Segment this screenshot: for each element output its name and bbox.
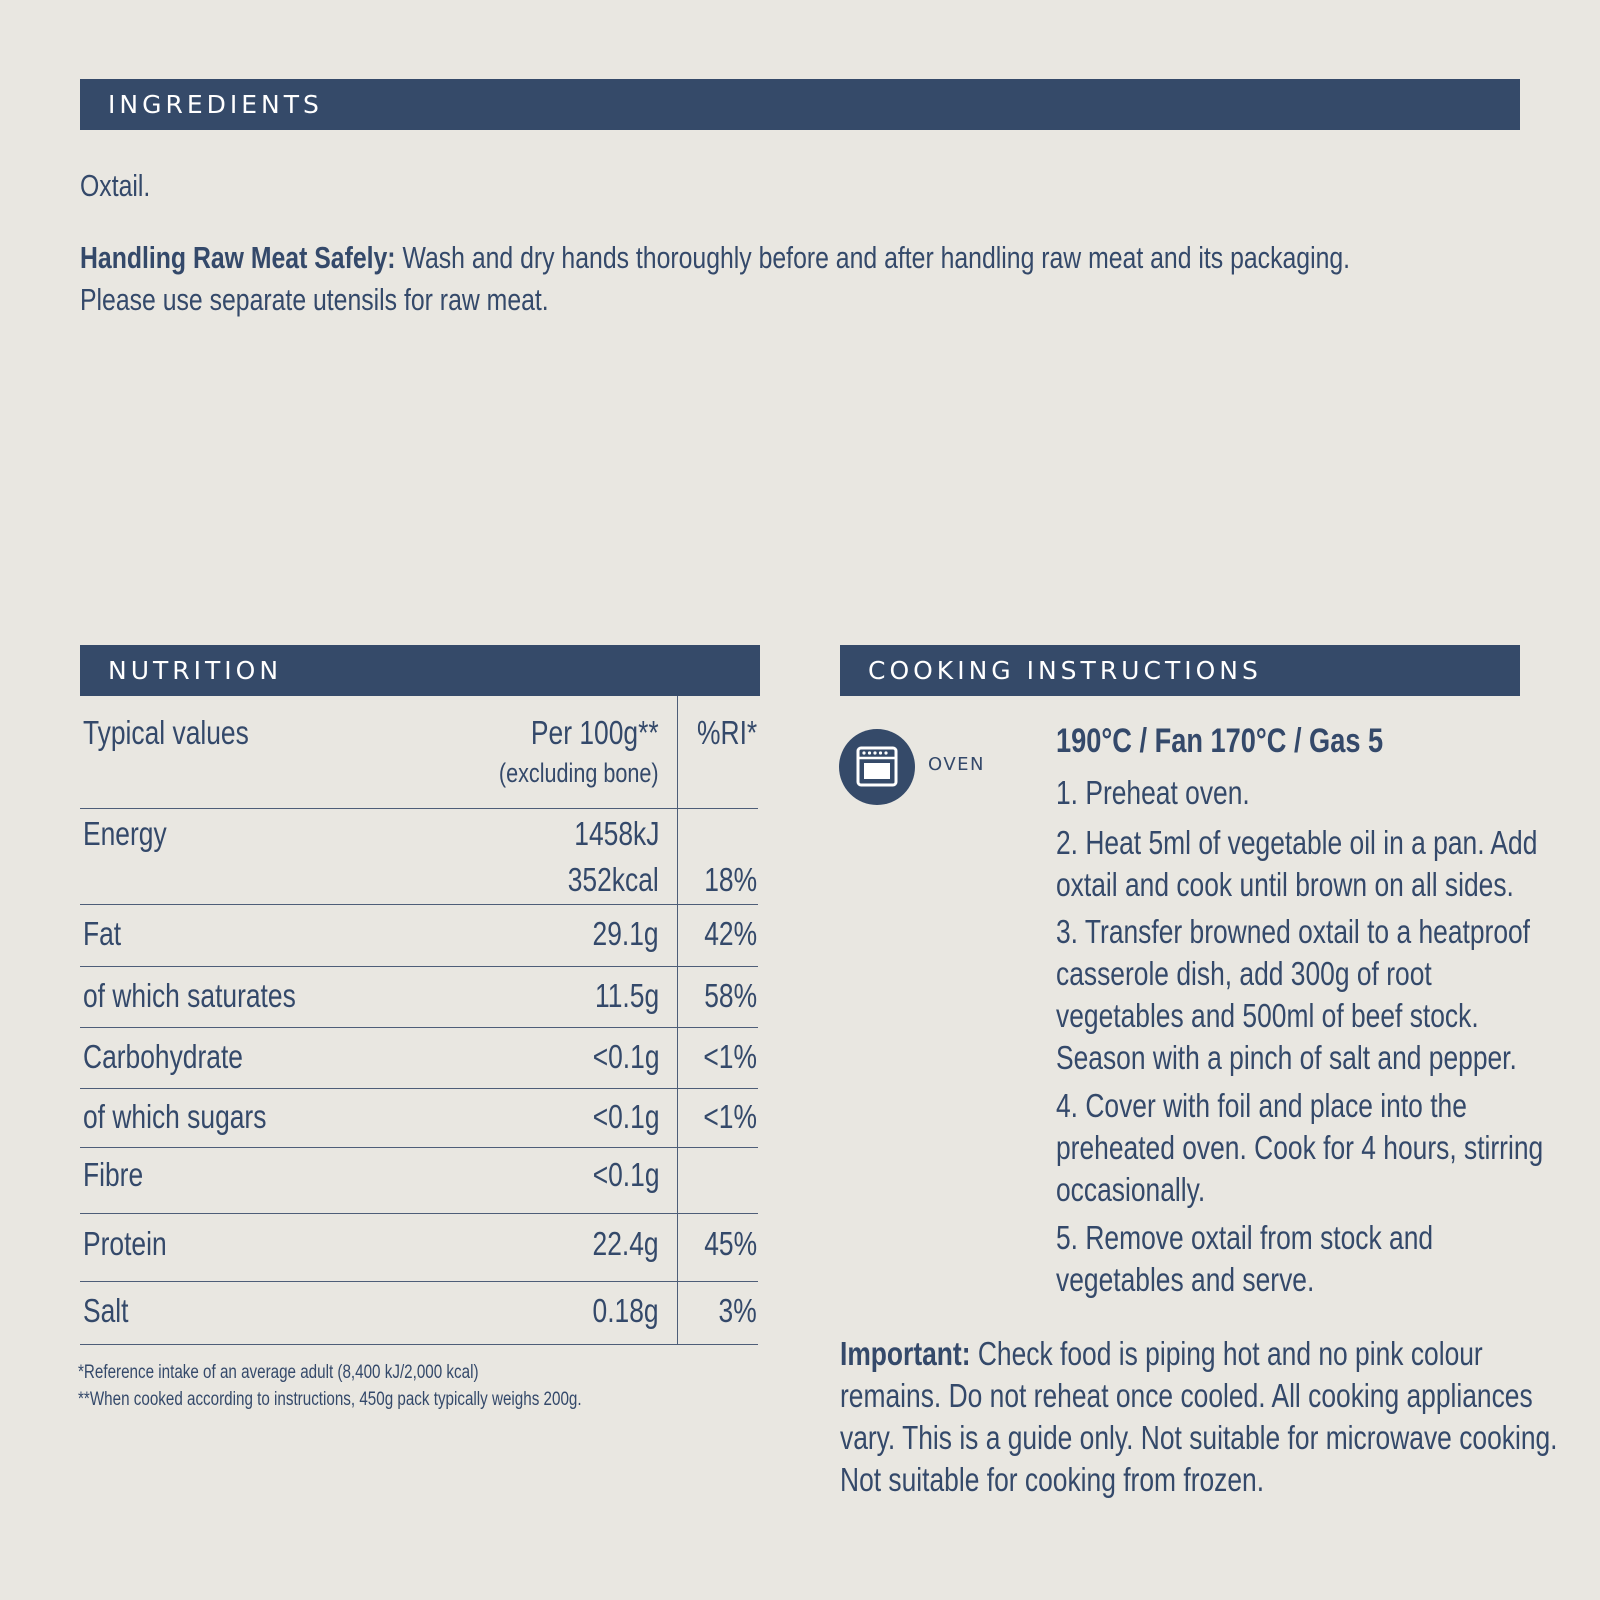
step-line: 1. Preheat oven.: [1056, 774, 1250, 811]
nutrient-value: 22.4g: [592, 1225, 659, 1262]
nutrient-name: Salt: [83, 1292, 129, 1329]
handling-label: Handling Raw Meat Safely:: [80, 240, 396, 275]
nutrition-row-carbohydrate: [80, 1028, 758, 1089]
step-line: oxtail and cook until brown on all sides.: [1056, 866, 1514, 903]
nutrition-row-protein: [80, 1214, 758, 1282]
nutrition-row-energy: [80, 809, 758, 905]
nutrient-name: Protein: [83, 1225, 167, 1262]
cooking-step-5: [1056, 1217, 1433, 1301]
step-line: casserole dish, add 300g of root: [1056, 955, 1432, 992]
important-notice: [840, 1333, 1558, 1501]
nutrition-header-label: NUTRITION: [108, 656, 283, 685]
cooking-step-4: [1056, 1085, 1543, 1211]
cooking-step-3: [1056, 911, 1530, 1079]
ingredients-text: Oxtail.: [80, 168, 151, 203]
important-line: vary. This is a guide only. Not suitable for microwave cooking.: [840, 1419, 1558, 1456]
step-line: 3. Transfer browned oxtail to a heatproof: [1056, 913, 1531, 950]
important-label: Important:: [840, 1335, 971, 1372]
ingredients-header: [80, 79, 1520, 130]
nutrient-ri: 58%: [704, 977, 757, 1014]
ingredients-header-label: INGREDIENTS: [108, 90, 323, 119]
per-100g-heading: Per 100g**: [531, 714, 659, 751]
step-line: 4. Cover with foil and place into the: [1056, 1087, 1467, 1124]
handling-text-line-1: Wash and dry hands thoroughly before and after handling raw meat and its packaging.: [395, 240, 1351, 275]
nutrient-value: <0.1g: [592, 1156, 659, 1193]
nutrition-row-fat: [80, 905, 758, 967]
ri-heading: %RI*: [696, 714, 757, 751]
oven-temperature: 190°C / Fan 170°C / Gas 5: [1056, 722, 1384, 760]
nutrient-value: <0.1g: [592, 1098, 659, 1135]
nutrient-name: of which sugars: [83, 1098, 267, 1135]
step-line: preheated oven. Cook for 4 hours, stirring: [1056, 1129, 1544, 1166]
nutrient-ri: <1%: [703, 1038, 757, 1075]
nutrient-value: 0.18g: [592, 1292, 659, 1329]
typical-values-heading: Typical values: [83, 714, 249, 751]
nutrient-name: Energy: [83, 815, 167, 852]
nutrient-name: Carbohydrate: [83, 1038, 243, 1075]
nutrient-ri: <1%: [703, 1098, 757, 1135]
important-line: remains. Do not reheat once cooled. All cooking appliances: [840, 1377, 1533, 1414]
cooking-instructions-header: [840, 645, 1520, 696]
nutrient-value: <0.1g: [592, 1038, 659, 1075]
handling-notice: [80, 237, 1350, 321]
cooking-header-label: COOKING INSTRUCTIONS: [868, 656, 1262, 685]
nutrition-row-sugars: [80, 1089, 758, 1148]
nutrient-ri: 3%: [718, 1292, 757, 1329]
step-line: vegetables and serve.: [1056, 1261, 1315, 1298]
nutrient-name: Fat: [83, 915, 122, 952]
footnote-reference-intake: *Reference intake of an average adult (8,400 kJ/2,000 kcal): [78, 1362, 479, 1383]
footnote-cooked-weight: **When cooked according to instructions, 450g pack typically weighs 200g.: [78, 1389, 582, 1410]
important-line: Not suitable for cooking from frozen.: [840, 1461, 1265, 1498]
cooking-step-2: [1056, 822, 1537, 906]
important-line: Check food is piping hot and no pink colour: [970, 1335, 1483, 1372]
step-line: 5. Remove oxtail from stock and: [1056, 1219, 1434, 1256]
nutrient-ri: 42%: [704, 915, 757, 952]
nutrient-name: Fibre: [83, 1156, 144, 1193]
nutrient-value: 1458kJ: [573, 815, 659, 852]
nutrient-value-kcal: 352kcal: [568, 861, 659, 898]
nutrient-ri: 45%: [704, 1225, 757, 1262]
cooking-step-1: [1056, 772, 1250, 814]
nutrition-header: [80, 645, 760, 696]
step-line: 2. Heat 5ml of vegetable oil in a pan. Add: [1056, 824, 1538, 861]
nutrition-row-salt: [80, 1282, 758, 1345]
nutrient-value: 29.1g: [592, 915, 659, 952]
step-line: vegetables and 500ml of beef stock.: [1056, 997, 1479, 1034]
nutrition-header-row: [80, 696, 758, 809]
per-100g-subheading: (excluding bone): [499, 758, 659, 788]
nutrient-ri: 18%: [704, 861, 757, 898]
handling-text-line-2: Please use separate utensils for raw meat.: [80, 282, 549, 317]
nutrient-name: of which saturates: [83, 977, 296, 1014]
oven-label: OVEN: [928, 754, 986, 775]
step-line: Season with a pinch of salt and pepper.: [1056, 1039, 1517, 1076]
nutrition-row-saturates: [80, 967, 758, 1028]
step-line: occasionally.: [1056, 1171, 1206, 1208]
nutrient-value: 11.5g: [594, 977, 659, 1014]
nutrition-row-fibre: [80, 1148, 758, 1214]
oven-icon: [839, 729, 915, 805]
